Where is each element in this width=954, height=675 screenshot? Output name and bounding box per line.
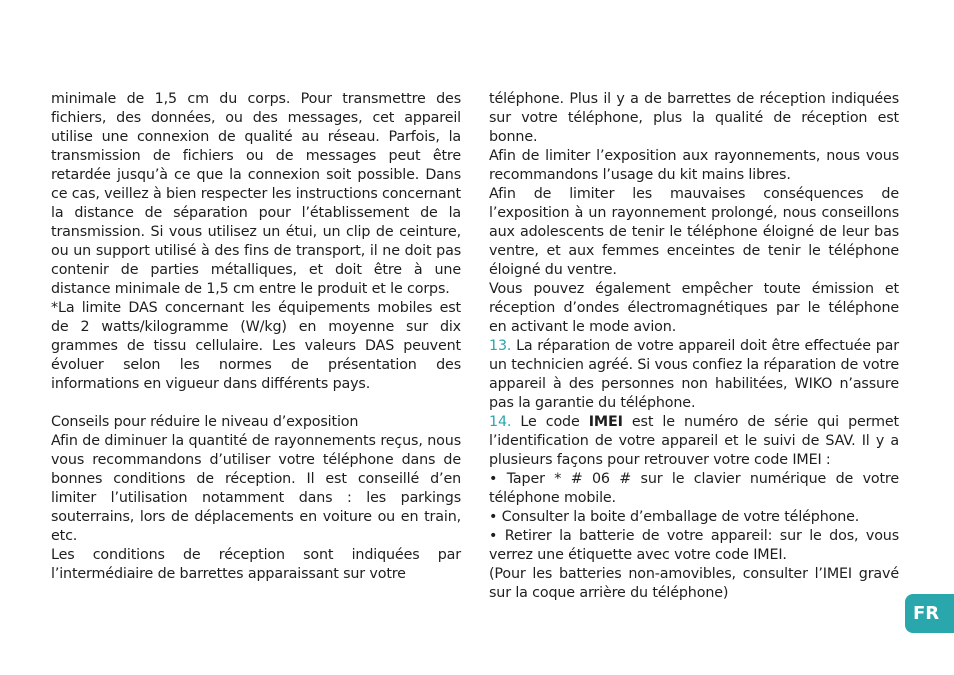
item-text-14a: Le code <box>511 414 589 430</box>
item-text-14b: est le numéro de série qui permet l’identification de votre appareil et le suivi de SAV. Il y a plusieurs façons pour retrouver votre code IMEI : <box>489 414 899 468</box>
item-text-13: La réparation de votre appareil doit être effectuée par un technicien agréé. Si vous confiez la réparation de votre appareil à des personnes non habilitées, WIKO n’assure pas la garantie du téléphone. <box>489 338 899 411</box>
paragraph-das-limit: *La limite DAS concernant les équipements mobiles est de 2 watts/kilogramme (W/kg) en moyenne sur dix grammes de tissu cellulaire. Les valeurs DAS peuvent évoluer selon les normes de présentation des informations en vigueur dans différents pays. <box>51 300 461 392</box>
paragraph-reception-bars: téléphone. Plus il y a de barrettes de réception indiquées sur votre téléphone, plus la qualité de réception est bonne. <box>489 91 899 145</box>
paragraph-spacer <box>51 394 461 413</box>
bullet-dial-code: • Taper * # 06 # sur le clavier numérique de votre téléphone mobile. <box>489 471 899 506</box>
list-item-14 <box>489 413 899 470</box>
paragraph-reception-conditions: Les conditions de réception sont indiquées par l’intermédiaire de barrettes apparaissant sur votre <box>51 547 461 582</box>
paragraph-transmission: minimale de 1,5 cm du corps. Pour transmettre des fichiers, des données, ou des messages, cet appareil utilise une connexion de qualité au réseau. Parfois, la transmission de fichiers ou de messages peut être retardée jusqu’à ce que la connexion soit possible. Dans ce cas, veillez à bien respecter les instructions concernant la distance de séparation pour l’établissement de la transmission. Si vous utilisez un étui, un clip de ceinture, ou un support utilisé à des fins de transport, il ne doit pas contenir de parties métalliques, et doit être à une distance minimale de 1,5 cm entre le produit et le corps. <box>51 91 461 297</box>
paragraph-prolonged-exposure: Afin de limiter les mauvaises conséquences de l’exposition à un rayonnement prolongé, nous conseillons aux adolescents de tenir le téléphone éloigné de leur bas ventre, et aux femmes enceintes de tenir le téléphone éloigné du ventre. <box>489 186 899 278</box>
item-number-14: 14. <box>489 414 512 430</box>
left-text-column <box>51 90 461 584</box>
list-item-13 <box>489 337 899 413</box>
paragraph-hands-free: Afin de limiter l’exposition aux rayonnements, nous vous recommandons l’usage du kit mains libres. <box>489 148 899 183</box>
bullet-battery: • Retirer la batterie de votre appareil: sur le dos, vous verrez une étiquette avec votre code IMEI. <box>489 528 899 563</box>
right-text-column <box>489 90 899 603</box>
language-tab-label: FR <box>913 603 940 624</box>
imei-term: IMEI <box>588 414 623 430</box>
section-heading: Conseils pour réduire le niveau d’exposition <box>51 414 359 430</box>
paragraph-non-removable: (Pour les batteries non-amovibles, consulter l’IMEI gravé sur la coque arrière du téléphone) <box>489 566 899 601</box>
paragraph-airplane-mode: Vous pouvez également empêcher toute émission et réception d’ondes électromagnétiques par le téléphone en activant le mode avion. <box>489 281 899 335</box>
bullet-packaging: • Consulter la boite d’emballage de votre téléphone. <box>489 509 860 525</box>
paragraph-reduce-exposure: Afin de diminuer la quantité de rayonnements reçus, nous vous recommandons d’utiliser votre téléphone dans de bonnes conditions de réception. Il est conseillé d’en limiter l’utilisation notamment dans : les parkings souterrains, lors de déplacements en voiture ou en train, etc. <box>51 433 461 544</box>
item-number-13: 13. <box>489 338 512 354</box>
